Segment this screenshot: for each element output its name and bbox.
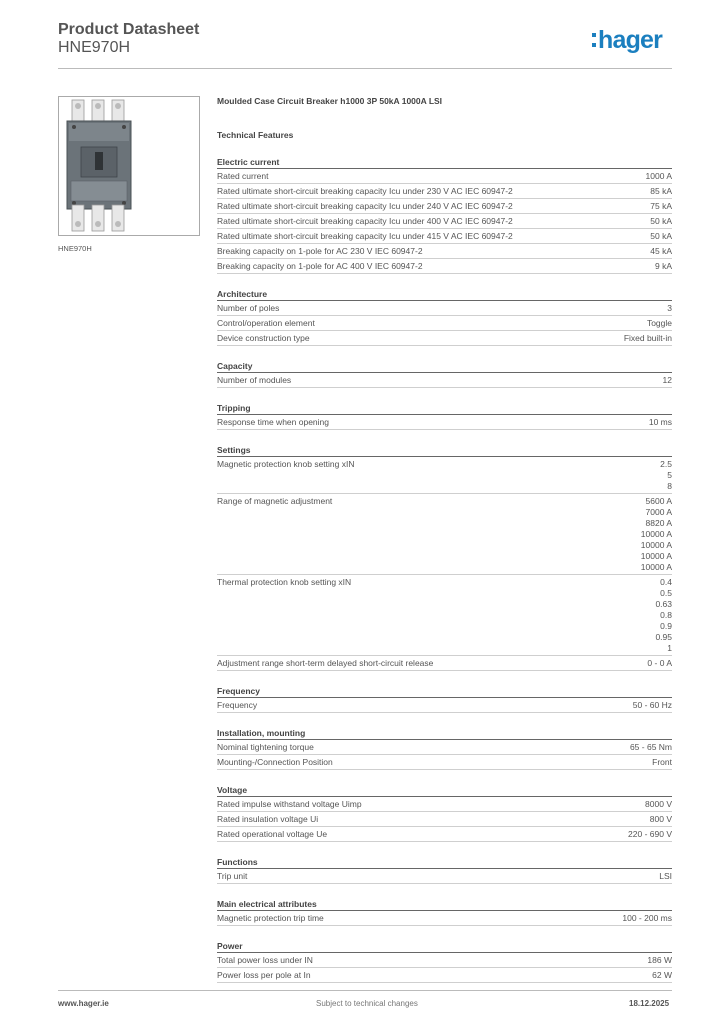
spec-values [645, 799, 672, 810]
spec-row [217, 229, 672, 244]
spec-sections [217, 156, 672, 983]
spec-values [660, 459, 672, 492]
spec-label: Rated ultimate short-circuit breaking capacity Icu under 415 V AC IEC 60947-2 [217, 231, 513, 241]
technical-content [217, 96, 672, 983]
spec-value: 12 [662, 375, 672, 385]
spec-label: Nominal tightening torque [217, 742, 314, 752]
spec-row [217, 169, 672, 184]
section-title: Electric current [217, 156, 672, 169]
spec-values [646, 171, 672, 182]
spec-values [667, 303, 672, 314]
spec-row [217, 869, 672, 884]
spec-values [647, 318, 672, 329]
spec-section [217, 856, 672, 884]
spec-section [217, 444, 672, 671]
spec-row [217, 968, 672, 983]
spec-row [217, 494, 672, 575]
section-title: Main electrical attributes [217, 898, 672, 911]
spec-values [650, 246, 672, 257]
spec-value: 75 kA [650, 201, 672, 211]
spec-row [217, 244, 672, 259]
spec-values [650, 216, 672, 227]
spec-label: Rated operational voltage Ue [217, 829, 328, 839]
spec-section [217, 784, 672, 842]
spec-label: Total power loss under IN [217, 955, 313, 965]
spec-section [217, 156, 672, 274]
spec-value: Fixed built-in [623, 333, 672, 343]
spec-label: Rated current [217, 171, 269, 181]
spec-row [217, 953, 672, 968]
spec-row [217, 259, 672, 274]
spec-value: 0.9 [660, 621, 672, 631]
spec-row [217, 740, 672, 755]
spec-value: 5600 A [645, 496, 672, 506]
spec-label: Range of magnetic adjustment [217, 496, 333, 506]
spec-label: Number of modules [217, 375, 292, 385]
spec-value: 5 [667, 470, 672, 480]
spec-value: 1 [667, 643, 672, 653]
spec-values [650, 186, 672, 197]
spec-values [624, 333, 672, 344]
spec-values [647, 658, 672, 669]
spec-values [650, 814, 672, 825]
spec-label: Mounting-/Connection Position [217, 757, 333, 767]
spec-value: 1000 A [645, 171, 672, 181]
spec-value: 10000 A [640, 551, 672, 561]
spec-label: Response time when opening [217, 417, 329, 427]
section-title: Voltage [217, 784, 672, 797]
spec-row [217, 316, 672, 331]
spec-label: Device construction type [217, 333, 310, 343]
spec-values [663, 375, 672, 386]
section-title: Tripping [217, 402, 672, 415]
product-description: Moulded Case Circuit Breaker h1000 3P 50kA 1000A LSI [217, 96, 443, 106]
footer-website: www.hager.ie [58, 999, 109, 1008]
spec-value: 220 - 690 V [628, 829, 672, 839]
spec-value: 8820 A [645, 518, 672, 528]
spec-row [217, 656, 672, 671]
spec-value: 62 W [652, 970, 672, 980]
spec-value: Front [652, 757, 672, 767]
spec-label: Breaking capacity on 1-pole for AC 400 V IEC 60947-2 [217, 261, 423, 271]
spec-row [217, 827, 672, 842]
spec-section [217, 402, 672, 430]
spec-label: Power loss per pole at In [217, 970, 311, 980]
spec-value: 9 kA [654, 261, 672, 271]
spec-value: Toggle [646, 318, 672, 328]
spec-value: 3 [667, 303, 672, 313]
spec-value: 186 W [647, 955, 672, 965]
spec-value: 10000 A [640, 540, 672, 550]
section-title: Frequency [217, 685, 672, 698]
spec-value: 8 [667, 481, 672, 491]
spec-value: 8000 V [645, 799, 672, 809]
spec-values [649, 417, 672, 428]
spec-row [217, 301, 672, 316]
page-title: Product Datasheet [58, 21, 200, 38]
spec-row [217, 911, 672, 926]
spec-values [622, 913, 672, 924]
spec-values [655, 261, 672, 272]
spec-row [217, 331, 672, 346]
spec-row [217, 812, 672, 827]
spec-value: 2.5 [660, 459, 672, 469]
section-title: Installation, mounting [217, 727, 672, 740]
spec-value: 45 kA [650, 246, 672, 256]
spec-row [217, 214, 672, 229]
spec-label: Breaking capacity on 1-pole for AC 230 V IEC 60947-2 [217, 246, 423, 256]
hager-logo-text: hager [598, 26, 663, 54]
footer-note: Subject to technical changes [316, 999, 418, 1008]
spec-values [655, 577, 672, 654]
section-title: Architecture [217, 288, 672, 301]
spec-value: 0.5 [660, 588, 672, 598]
technical-features-heading: Technical Features [217, 130, 294, 140]
spec-section [217, 940, 672, 983]
spec-label: Rated ultimate short-circuit breaking capacity Icu under 240 V AC IEC 60947-2 [217, 201, 513, 211]
spec-section [217, 288, 672, 346]
spec-label: Rated impulse withstand voltage Uimp [217, 799, 362, 809]
spec-row [217, 184, 672, 199]
spec-value: 0.95 [655, 632, 672, 642]
product-code: HNE970H [58, 39, 131, 56]
spec-value: 0.4 [660, 577, 672, 587]
spec-section [217, 685, 672, 713]
section-title: Settings [217, 444, 672, 457]
spec-value: 50 kA [650, 216, 672, 226]
spec-values [650, 231, 672, 242]
spec-values [641, 496, 672, 573]
spec-label: Rated ultimate short-circuit breaking capacity Icu under 230 V AC IEC 60947-2 [217, 186, 513, 196]
footer-divider [58, 990, 672, 991]
spec-section [217, 727, 672, 770]
spec-value: 100 - 200 ms [622, 913, 672, 923]
product-image [58, 96, 200, 236]
spec-row [217, 373, 672, 388]
spec-label: Rated insulation voltage Ui [217, 814, 319, 824]
spec-value: 10000 A [640, 529, 672, 539]
spec-section [217, 360, 672, 388]
spec-row [217, 575, 672, 656]
spec-row [217, 797, 672, 812]
spec-values [659, 871, 672, 882]
spec-value: 7000 A [645, 507, 672, 517]
spec-values [647, 955, 672, 966]
spec-label: Rated ultimate short-circuit breaking capacity Icu under 400 V AC IEC 60947-2 [217, 216, 513, 226]
spec-label: Magnetic protection trip time [217, 913, 324, 923]
spec-value: 800 V [649, 814, 672, 824]
spec-value: 65 - 65 Nm [629, 742, 672, 752]
spec-label: Trip unit [217, 871, 248, 881]
spec-row [217, 457, 672, 494]
spec-row [217, 199, 672, 214]
spec-value: 0 - 0 A [647, 658, 672, 668]
spec-value: 50 kA [650, 231, 672, 241]
spec-value: 10000 A [640, 562, 672, 572]
header-divider [58, 68, 672, 69]
spec-row [217, 698, 672, 713]
footer-date: 18.12.2025 [629, 999, 670, 1008]
spec-values [633, 700, 672, 711]
spec-section [217, 898, 672, 926]
spec-value: 50 - 60 Hz [632, 700, 672, 710]
spec-label: Control/operation element [217, 318, 315, 328]
spec-value: 0.63 [655, 599, 672, 609]
spec-label: Frequency [217, 700, 258, 710]
section-title: Functions [217, 856, 672, 869]
spec-values [630, 742, 672, 753]
hager-logo [592, 33, 597, 49]
spec-value: LSI [659, 871, 672, 881]
spec-value: 0.8 [660, 610, 672, 620]
section-title: Power [217, 940, 672, 953]
spec-row [217, 415, 672, 430]
spec-value: 10 ms [648, 417, 672, 427]
spec-value: 85 kA [650, 186, 672, 196]
spec-values [628, 829, 672, 840]
spec-row [217, 755, 672, 770]
image-caption: HNE970H [58, 244, 92, 253]
spec-values [652, 757, 672, 768]
spec-label: Magnetic protection knob setting xIN [217, 459, 355, 469]
spec-values [650, 201, 672, 212]
spec-values [652, 970, 672, 981]
spec-label: Number of poles [217, 303, 280, 313]
section-title: Capacity [217, 360, 672, 373]
spec-label: Thermal protection knob setting xIN [217, 577, 352, 587]
spec-label: Adjustment range short-term delayed short-circuit release [217, 658, 434, 668]
